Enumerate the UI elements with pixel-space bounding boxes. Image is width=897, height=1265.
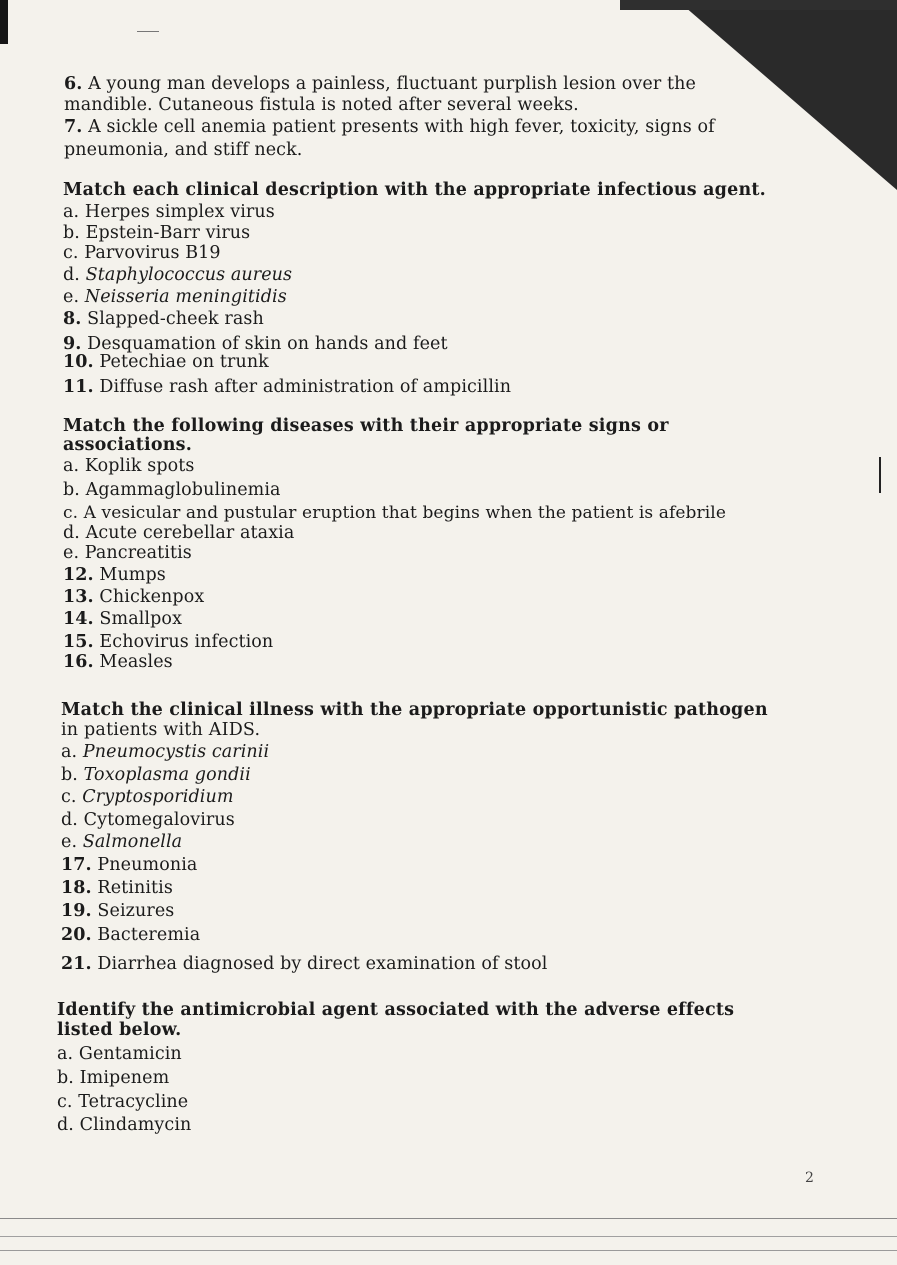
section-4-heading-line-1: Identify the antimicrobial agent associated with the adverse effects xyxy=(57,1000,735,1020)
option-text: Neisseria meningitidis xyxy=(84,287,287,307)
option-text: A vesicular and pustular eruption that begins when the patient is afebrile xyxy=(83,503,726,523)
question-17 xyxy=(61,855,197,876)
option-d xyxy=(61,810,235,831)
option-d xyxy=(63,265,292,286)
option-c xyxy=(61,787,234,808)
question-number: 7. xyxy=(64,117,83,137)
question-21 xyxy=(61,954,547,975)
option-letter: a. xyxy=(57,1044,74,1064)
question-12 xyxy=(63,565,166,586)
question-text: Desquamation of skin on hands and feet xyxy=(87,334,448,354)
option-letter: c. xyxy=(61,787,77,807)
option-letter: d. xyxy=(57,1115,74,1135)
option-letter: b. xyxy=(63,223,80,243)
question-text: Retinitis xyxy=(97,878,173,898)
option-letter: d. xyxy=(61,810,78,830)
option-text: Salmonella xyxy=(82,832,183,852)
section-3-heading-line-1: Match the clinical illness with the appropriate opportunistic pathogen xyxy=(61,700,768,720)
option-a xyxy=(61,742,269,763)
option-e xyxy=(61,832,182,853)
page-number: 2 xyxy=(805,1170,814,1186)
question-6-line-2 xyxy=(64,95,579,116)
option-c xyxy=(57,1092,188,1113)
option-letter: c. xyxy=(57,1092,73,1112)
question-19 xyxy=(61,901,174,922)
section-2-heading-line-2: associations. xyxy=(63,435,193,455)
option-e xyxy=(63,287,287,308)
question-10 xyxy=(63,352,269,373)
question-text: Pneumonia xyxy=(97,855,198,875)
option-letter: b. xyxy=(57,1068,74,1088)
question-14 xyxy=(63,609,182,630)
question-number: 9. xyxy=(63,334,82,354)
option-d xyxy=(63,523,294,544)
option-text: Epstein-Barr virus xyxy=(85,223,251,243)
question-text: Diffuse rash after administration of ampicillin xyxy=(99,377,512,397)
question-text: Bacteremia xyxy=(97,925,201,945)
option-text: Tetracycline xyxy=(78,1092,189,1112)
question-text: A young man develops a painless, fluctuant purplish lesion over the xyxy=(88,74,696,94)
option-letter: b. xyxy=(63,480,80,500)
option-text: Herpes simplex virus xyxy=(84,202,275,222)
question-number: 13. xyxy=(63,587,94,607)
question-13 xyxy=(63,587,204,608)
question-text: Measles xyxy=(99,652,173,672)
option-c xyxy=(63,503,726,524)
option-letter: d. xyxy=(63,265,80,285)
option-letter: e. xyxy=(63,543,80,563)
option-e xyxy=(63,543,192,564)
question-number: 21. xyxy=(61,954,92,974)
question-number: 15. xyxy=(63,632,94,652)
question-text: Mumps xyxy=(99,565,166,585)
option-letter: e. xyxy=(61,832,78,852)
option-text: Staphylococcus aureus xyxy=(85,265,293,285)
section-4-heading-line-2: listed below. xyxy=(57,1020,182,1040)
question-18 xyxy=(61,878,173,899)
question-number: 6. xyxy=(64,74,83,94)
question-text: Echovirus infection xyxy=(99,632,274,652)
question-6-line-1 xyxy=(64,74,696,95)
bottom-edge-line xyxy=(0,1218,897,1219)
question-text: Seizures xyxy=(97,901,175,921)
question-number: 8. xyxy=(63,309,82,329)
question-number: 14. xyxy=(63,609,94,629)
question-16 xyxy=(63,652,173,673)
option-letter: d. xyxy=(63,523,80,543)
question-number: 16. xyxy=(63,652,94,672)
question-text: mandible. Cutaneous fistula is noted after several weeks. xyxy=(64,95,579,115)
question-15 xyxy=(63,632,273,653)
option-a xyxy=(57,1044,182,1065)
option-text: Cytomegalovirus xyxy=(83,810,235,830)
option-text: Pancreatitis xyxy=(84,543,192,563)
option-text: Pneumocystis carinii xyxy=(82,742,270,762)
question-text: A sickle cell anemia patient presents with high fever, toxicity, signs of xyxy=(88,117,715,137)
option-text: Clindamycin xyxy=(79,1115,192,1135)
option-letter: a. xyxy=(63,202,80,222)
bottom-edge-line xyxy=(0,1236,897,1237)
option-letter: b. xyxy=(61,765,78,785)
option-text: Imipenem xyxy=(79,1068,170,1088)
option-text: Gentamicin xyxy=(78,1044,182,1064)
question-number: 10. xyxy=(63,352,94,372)
option-letter: e. xyxy=(63,287,80,307)
question-text: Diarrhea diagnosed by direct examination of stool xyxy=(97,954,548,974)
option-letter: a. xyxy=(61,742,78,762)
option-letter: c. xyxy=(63,503,79,523)
option-text: Koplik spots xyxy=(84,456,195,476)
option-text: Agammaglobulinemia xyxy=(85,480,281,500)
question-text: Slapped-cheek rash xyxy=(87,309,264,329)
section-3-heading-line-2: in patients with AIDS. xyxy=(61,720,261,740)
question-number: 12. xyxy=(63,565,94,585)
question-number: 20. xyxy=(61,925,92,945)
question-20 xyxy=(61,925,200,946)
question-number: 18. xyxy=(61,878,92,898)
question-11 xyxy=(63,377,511,398)
bottom-edge-line xyxy=(0,1250,897,1251)
option-text: Cryptosporidium xyxy=(82,787,234,807)
question-number: 19. xyxy=(61,901,92,921)
section-2-heading-line-1: Match the following diseases with their appropriate signs or xyxy=(63,416,669,436)
section-1-heading: Match each clinical description with the appropriate infectious agent. xyxy=(63,180,766,200)
question-8 xyxy=(63,309,264,330)
option-b xyxy=(63,480,281,501)
option-text: Parvovirus B19 xyxy=(84,243,221,263)
option-a xyxy=(63,456,195,477)
question-text: pneumonia, and stiff neck. xyxy=(64,140,303,160)
question-text: Smallpox xyxy=(99,609,183,629)
option-letter: a. xyxy=(63,456,80,476)
question-text: Chickenpox xyxy=(99,587,205,607)
option-letter: c. xyxy=(63,243,79,263)
option-b xyxy=(63,223,250,244)
question-number: 11. xyxy=(63,377,94,397)
question-text: Petechiae on trunk xyxy=(99,352,269,372)
question-7-line-1 xyxy=(64,117,715,138)
option-text: Toxoplasma gondii xyxy=(83,765,251,785)
option-b xyxy=(61,765,251,786)
option-a xyxy=(63,202,275,223)
option-b xyxy=(57,1068,169,1089)
option-c xyxy=(63,243,221,264)
option-d xyxy=(57,1115,191,1136)
question-7-line-2 xyxy=(64,140,302,161)
question-number: 17. xyxy=(61,855,92,875)
option-text: Acute cerebellar ataxia xyxy=(85,523,295,543)
